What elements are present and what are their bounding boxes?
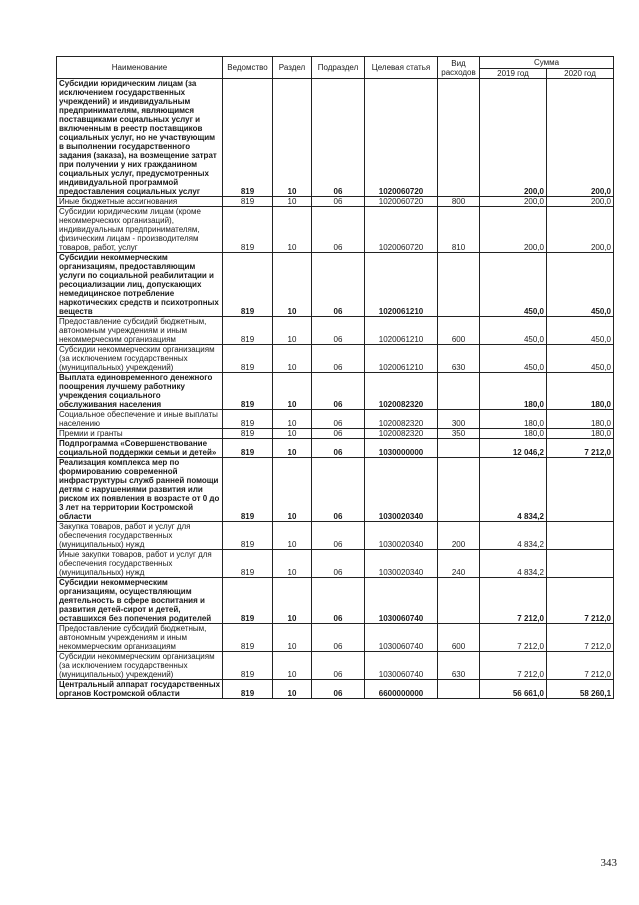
cell-section: 10: [273, 197, 312, 207]
cell-subsection: 06: [312, 439, 365, 458]
cell-y2020: 180,0: [547, 410, 614, 429]
cell-type: [438, 439, 480, 458]
cell-y2019: 4 834,2: [480, 522, 547, 550]
cell-dept: 819: [223, 652, 273, 680]
cell-section: 10: [273, 317, 312, 345]
cell-y2019: 7 212,0: [480, 578, 547, 624]
cell-target: 1030000000: [365, 439, 438, 458]
cell-dept: 819: [223, 317, 273, 345]
cell-y2019: 200,0: [480, 197, 547, 207]
cell-type: 800: [438, 197, 480, 207]
cell-target: 1030060740: [365, 652, 438, 680]
cell-section: 10: [273, 578, 312, 624]
cell-target: 1030020340: [365, 458, 438, 522]
cell-section: 10: [273, 253, 312, 317]
cell-target: 1020061210: [365, 317, 438, 345]
cell-y2019: 180,0: [480, 373, 547, 410]
header-dept: Ведомство: [223, 57, 273, 79]
table-row: [57, 522, 614, 550]
cell-name: Субсидии некоммерческим организациям, предоставляющим услуги по социальной реабилитации и ресоциализации лиц, допускающих немедицинское потребление наркотических средств и психотропных веществ: [57, 253, 223, 317]
cell-section: 10: [273, 652, 312, 680]
cell-name: Центральный аппарат государственных органов Костромской области: [57, 680, 223, 699]
cell-name: Предоставление субсидий бюджетным, автономным учреждениям и иным некоммерческим организациям: [57, 624, 223, 652]
cell-section: 10: [273, 345, 312, 373]
cell-y2020: 450,0: [547, 317, 614, 345]
cell-y2020: 180,0: [547, 429, 614, 439]
header-name: Наименование: [57, 57, 223, 79]
cell-target: 1020060720: [365, 197, 438, 207]
cell-name: Реализация комплекса мер по формированию современной инфраструктуры служб ранней помощи детям с нарушениями развития или риском их появления в возрасте от 0 до 3 лет на территории Костромской области: [57, 458, 223, 522]
cell-type: [438, 79, 480, 197]
cell-dept: 819: [223, 458, 273, 522]
cell-name: Субсидии юридическим лицам (за исключением государственных учреждений) и индивидуальным предпринимателям, являющимся поставщиками социальных услуг и включенным в реестр поставщиков социальных услуг, но не участвующим в выполнении государственного задания (заказа), на возмещение затрат при получении у них гражданином социальных услуг, предусмотренных индивидуальной программой предоставления социальных услуг: [57, 79, 223, 197]
cell-y2019: 450,0: [480, 317, 547, 345]
cell-target: 1030060740: [365, 578, 438, 624]
cell-y2020: 200,0: [547, 79, 614, 197]
cell-subsection: 06: [312, 680, 365, 699]
cell-target: 1030060740: [365, 624, 438, 652]
table-row: [57, 429, 614, 439]
cell-y2020: 450,0: [547, 345, 614, 373]
cell-y2020: [547, 458, 614, 522]
cell-name: Выплата единовременного денежного поощрения лучшему работнику учреждения социального обслуживания населения: [57, 373, 223, 410]
cell-y2020: 200,0: [547, 207, 614, 253]
cell-y2020: 180,0: [547, 373, 614, 410]
cell-y2020: 7 212,0: [547, 578, 614, 624]
cell-subsection: 06: [312, 429, 365, 439]
header-2020: 2020 год: [547, 69, 614, 79]
cell-target: 1020082320: [365, 373, 438, 410]
table-row: [57, 317, 614, 345]
cell-subsection: 06: [312, 550, 365, 578]
table-row: [57, 439, 614, 458]
cell-type: [438, 578, 480, 624]
table-row: [57, 197, 614, 207]
cell-y2019: 12 046,2: [480, 439, 547, 458]
cell-section: 10: [273, 680, 312, 699]
table-row: [57, 345, 614, 373]
cell-subsection: 06: [312, 578, 365, 624]
header-2019: 2019 год: [480, 69, 547, 79]
table-row: [57, 79, 614, 197]
cell-y2020: 200,0: [547, 197, 614, 207]
cell-subsection: 06: [312, 458, 365, 522]
cell-name: Закупка товаров, работ и услуг для обеспечения государственных (муниципальных) нужд: [57, 522, 223, 550]
table-row: [57, 253, 614, 317]
cell-type: [438, 680, 480, 699]
cell-subsection: 06: [312, 624, 365, 652]
cell-y2019: 180,0: [480, 410, 547, 429]
cell-dept: 819: [223, 680, 273, 699]
cell-section: 10: [273, 410, 312, 429]
cell-y2019: 4 834,2: [480, 550, 547, 578]
budget-table: [56, 56, 614, 699]
cell-dept: 819: [223, 345, 273, 373]
cell-name: Субсидии юридическим лицам (кроме некоммерческих организаций), индивидуальным предпринимателям, физическим лицам - производителям товаров, работ, услуг: [57, 207, 223, 253]
cell-y2019: 450,0: [480, 345, 547, 373]
cell-subsection: 06: [312, 79, 365, 197]
cell-subsection: 06: [312, 345, 365, 373]
cell-target: 1020061210: [365, 345, 438, 373]
cell-y2019: 7 212,0: [480, 624, 547, 652]
cell-type: 300: [438, 410, 480, 429]
cell-type: 350: [438, 429, 480, 439]
table-header-row: [57, 57, 614, 69]
cell-type: [438, 458, 480, 522]
cell-y2019: 200,0: [480, 207, 547, 253]
cell-dept: 819: [223, 373, 273, 410]
cell-subsection: 06: [312, 410, 365, 429]
cell-type: 630: [438, 345, 480, 373]
cell-y2019: 4 834,2: [480, 458, 547, 522]
cell-subsection: 06: [312, 317, 365, 345]
cell-type: 810: [438, 207, 480, 253]
table-row: [57, 458, 614, 522]
cell-name: Субсидии некоммерческим организациям (за исключением государственных (муниципальных) учреждений): [57, 652, 223, 680]
cell-section: 10: [273, 373, 312, 410]
cell-type: 630: [438, 652, 480, 680]
cell-subsection: 06: [312, 197, 365, 207]
header-target: Целевая статья: [365, 57, 438, 79]
cell-dept: 819: [223, 522, 273, 550]
cell-name: Социальное обеспечение и иные выплаты населению: [57, 410, 223, 429]
cell-subsection: 06: [312, 652, 365, 680]
cell-name: Субсидии некоммерческим организациям (за исключением государственных (муниципальных) учреждений): [57, 345, 223, 373]
cell-section: 10: [273, 522, 312, 550]
cell-name: Иные бюджетные ассигнования: [57, 197, 223, 207]
cell-dept: 819: [223, 79, 273, 197]
cell-target: 1020060720: [365, 79, 438, 197]
cell-name: Подпрограмма «Совершенствование социальной поддержки семьи и детей»: [57, 439, 223, 458]
cell-dept: 819: [223, 197, 273, 207]
page-number: 343: [600, 857, 617, 869]
cell-target: 1030020340: [365, 522, 438, 550]
table-row: [57, 207, 614, 253]
cell-subsection: 06: [312, 253, 365, 317]
cell-dept: 819: [223, 410, 273, 429]
cell-y2020: 450,0: [547, 253, 614, 317]
cell-name: Премии и гранты: [57, 429, 223, 439]
cell-dept: 819: [223, 550, 273, 578]
cell-target: 1020061210: [365, 253, 438, 317]
cell-target: 1020060720: [365, 207, 438, 253]
cell-section: 10: [273, 439, 312, 458]
cell-name: Иные закупки товаров, работ и услуг для обеспечения государственных (муниципальных) нужд: [57, 550, 223, 578]
cell-target: 6600000000: [365, 680, 438, 699]
cell-dept: 819: [223, 439, 273, 458]
cell-subsection: 06: [312, 207, 365, 253]
cell-target: 1020082320: [365, 429, 438, 439]
cell-subsection: 06: [312, 373, 365, 410]
table-row: [57, 410, 614, 429]
cell-dept: 819: [223, 578, 273, 624]
cell-section: 10: [273, 429, 312, 439]
cell-dept: 819: [223, 207, 273, 253]
cell-y2020: [547, 522, 614, 550]
table-row: [57, 578, 614, 624]
cell-dept: 819: [223, 624, 273, 652]
header-section: Раздел: [273, 57, 312, 79]
cell-section: 10: [273, 79, 312, 197]
table-row: [57, 624, 614, 652]
cell-y2020: 58 260,1: [547, 680, 614, 699]
header-type: Вид расходов: [438, 57, 480, 79]
cell-y2019: 7 212,0: [480, 652, 547, 680]
cell-y2020: 7 212,0: [547, 439, 614, 458]
table-row: [57, 680, 614, 699]
cell-section: 10: [273, 550, 312, 578]
cell-dept: 819: [223, 253, 273, 317]
cell-subsection: 06: [312, 522, 365, 550]
cell-type: [438, 373, 480, 410]
cell-type: [438, 253, 480, 317]
cell-y2020: [547, 550, 614, 578]
header-sum: Сумма: [480, 57, 614, 69]
cell-type: 600: [438, 317, 480, 345]
cell-dept: 819: [223, 429, 273, 439]
cell-y2019: 200,0: [480, 79, 547, 197]
table-row: [57, 550, 614, 578]
cell-section: 10: [273, 207, 312, 253]
cell-type: 200: [438, 522, 480, 550]
cell-name: Субсидии некоммерческим организациям, осуществляющим деятельность в сфере воспитания и развития детей-сирот и детей, оставшихся без попечения родителей: [57, 578, 223, 624]
cell-y2019: 180,0: [480, 429, 547, 439]
cell-y2020: 7 212,0: [547, 652, 614, 680]
cell-target: 1020082320: [365, 410, 438, 429]
cell-section: 10: [273, 458, 312, 522]
header-subsection: Подраздел: [312, 57, 365, 79]
table-row: [57, 373, 614, 410]
cell-section: 10: [273, 624, 312, 652]
cell-target: 1030020340: [365, 550, 438, 578]
cell-y2020: 7 212,0: [547, 624, 614, 652]
table-row: [57, 652, 614, 680]
cell-type: 240: [438, 550, 480, 578]
cell-y2019: 56 661,0: [480, 680, 547, 699]
cell-type: 600: [438, 624, 480, 652]
cell-y2019: 450,0: [480, 253, 547, 317]
cell-name: Предоставление субсидий бюджетным, автономным учреждениям и иным некоммерческим организациям: [57, 317, 223, 345]
